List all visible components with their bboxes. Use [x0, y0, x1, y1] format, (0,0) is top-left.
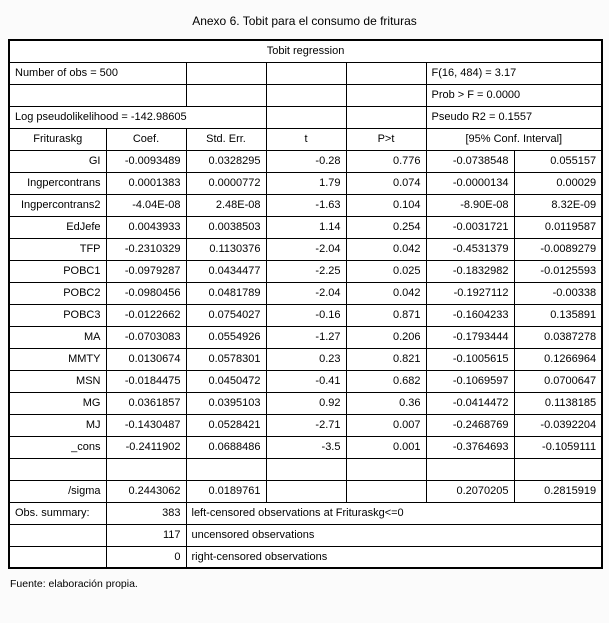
value-cell: 1.14 — [266, 216, 346, 238]
stats-row-prob — [9, 84, 602, 106]
empty-cell — [346, 62, 426, 84]
value-cell: 0.0528421 — [186, 414, 266, 436]
f-statistic: F(16, 484) = 3.17 — [426, 62, 602, 84]
empty-cell — [9, 84, 186, 106]
value-cell: 0.0119587 — [514, 216, 602, 238]
variable-name: POBC1 — [9, 260, 106, 282]
value-cell: -0.1430487 — [106, 414, 186, 436]
pseudo-r2: Pseudo R2 = 0.1557 — [426, 106, 602, 128]
value-cell: -0.0184475 — [106, 370, 186, 392]
count-cell: 117 — [106, 524, 186, 546]
value-cell: 0.074 — [346, 172, 426, 194]
coefficient-row — [9, 238, 602, 260]
value-cell: -3.5 — [266, 436, 346, 458]
variable-name: Ingpercontrans2 — [9, 194, 106, 216]
coefficient-row — [9, 172, 602, 194]
value-cell: 0.821 — [346, 348, 426, 370]
value-cell: 0.2443062 — [106, 480, 186, 502]
value-cell: 0.104 — [346, 194, 426, 216]
value-cell: -0.2411902 — [106, 436, 186, 458]
value-cell: -0.0703083 — [106, 326, 186, 348]
value-cell: 0.0043933 — [106, 216, 186, 238]
value-cell: -4.04E-08 — [106, 194, 186, 216]
tobit-regression-table — [8, 39, 603, 569]
empty-cell — [266, 458, 346, 480]
value-cell: -0.0031721 — [426, 216, 514, 238]
variable-name: Ingpercontrans — [9, 172, 106, 194]
source-note: Fuente: elaboración propia. — [10, 578, 138, 590]
value-cell: 0.0189761 — [186, 480, 266, 502]
variable-name: MJ — [9, 414, 106, 436]
value-cell: -1.27 — [266, 326, 346, 348]
value-cell: -0.0089279 — [514, 238, 602, 260]
value-cell: 0.0481789 — [186, 282, 266, 304]
value-cell: -0.1793444 — [426, 326, 514, 348]
empty-cell — [9, 546, 106, 568]
coefficient-row — [9, 348, 602, 370]
number-of-obs: Number of obs = 500 — [9, 62, 186, 84]
value-cell: -0.0093489 — [106, 150, 186, 172]
variable-name: /sigma — [9, 480, 106, 502]
stats-row-loglik — [9, 106, 602, 128]
value-cell: 0.0395103 — [186, 392, 266, 414]
summary-row-left-censored — [9, 502, 602, 524]
table-header-section — [9, 40, 602, 150]
value-cell: 0.2815919 — [514, 480, 602, 502]
spacer-row — [9, 458, 602, 480]
value-cell: 0.0387278 — [514, 326, 602, 348]
value-cell: 0.0754027 — [186, 304, 266, 326]
coefficient-row — [9, 414, 602, 436]
variable-name: POBC3 — [9, 304, 106, 326]
empty-cell — [514, 458, 602, 480]
variable-name: MMTY — [9, 348, 106, 370]
value-cell: -0.0738548 — [426, 150, 514, 172]
empty-cell — [266, 480, 346, 502]
empty-cell — [426, 458, 514, 480]
variable-name: EdJefe — [9, 216, 106, 238]
value-cell: 0.92 — [266, 392, 346, 414]
value-cell: -0.0125593 — [514, 260, 602, 282]
stats-row-obs — [9, 62, 602, 84]
value-cell: -2.25 — [266, 260, 346, 282]
value-cell: -0.0979287 — [106, 260, 186, 282]
value-cell: 0.001 — [346, 436, 426, 458]
value-cell: -2.04 — [266, 238, 346, 260]
summary-description: right-censored observations — [186, 546, 602, 568]
col-header-t: t — [266, 128, 346, 150]
empty-cell — [186, 62, 266, 84]
value-cell: 0.23 — [266, 348, 346, 370]
variable-name: _cons — [9, 436, 106, 458]
value-cell: 0.1266964 — [514, 348, 602, 370]
value-cell: -0.2468769 — [426, 414, 514, 436]
variable-name: MG — [9, 392, 106, 414]
coefficient-row — [9, 150, 602, 172]
value-cell: -0.28 — [266, 150, 346, 172]
value-cell: 0.0434477 — [186, 260, 266, 282]
value-cell: 0.682 — [346, 370, 426, 392]
value-cell: 2.48E-08 — [186, 194, 266, 216]
empty-cell — [266, 62, 346, 84]
table-title: Tobit regression — [9, 40, 602, 62]
variable-name: POBC2 — [9, 282, 106, 304]
coefficient-row — [9, 436, 602, 458]
value-cell: -8.90E-08 — [426, 194, 514, 216]
value-cell: -0.1832982 — [426, 260, 514, 282]
prob-f: Prob > F = 0.0000 — [426, 84, 602, 106]
value-cell: -0.2310329 — [106, 238, 186, 260]
value-cell: 0.0450472 — [186, 370, 266, 392]
empty-cell — [9, 458, 106, 480]
value-cell: -0.00338 — [514, 282, 602, 304]
value-cell: 0.00029 — [514, 172, 602, 194]
value-cell: -0.0122662 — [106, 304, 186, 326]
variable-name: MA — [9, 326, 106, 348]
coefficient-row — [9, 304, 602, 326]
value-cell: 0.0130674 — [106, 348, 186, 370]
empty-cell — [266, 84, 346, 106]
column-header-row — [9, 128, 602, 150]
value-cell: -0.1604233 — [426, 304, 514, 326]
value-cell: 0.0554926 — [186, 326, 266, 348]
coefficient-row — [9, 216, 602, 238]
col-header-frituraskg: Frituraskg — [9, 128, 106, 150]
value-cell: 0.0700647 — [514, 370, 602, 392]
variable-name: GI — [9, 150, 106, 172]
value-cell: -0.1059111 — [514, 436, 602, 458]
empty-cell — [9, 524, 106, 546]
table-title-row — [9, 40, 602, 62]
empty-cell — [186, 84, 266, 106]
value-cell: 0.36 — [346, 392, 426, 414]
value-cell: 8.32E-09 — [514, 194, 602, 216]
value-cell: -2.04 — [266, 282, 346, 304]
log-pseudolikelihood: Log pseudolikelihood = -142.98605 — [9, 106, 266, 128]
coefficient-row — [9, 194, 602, 216]
summary-row-right-censored — [9, 546, 602, 568]
empty-cell — [346, 106, 426, 128]
value-cell: 0.007 — [346, 414, 426, 436]
col-header-std-err: Std. Err. — [186, 128, 266, 150]
empty-cell — [106, 458, 186, 480]
value-cell: -0.1005615 — [426, 348, 514, 370]
sigma-row — [9, 480, 602, 502]
coefficient-rows-section — [9, 150, 602, 458]
col-header-p: P>t — [346, 128, 426, 150]
empty-cell — [346, 480, 426, 502]
value-cell: 0.0001383 — [106, 172, 186, 194]
summary-description: uncensored observations — [186, 524, 602, 546]
empty-cell — [186, 458, 266, 480]
coefficient-row — [9, 326, 602, 348]
value-cell: 0.871 — [346, 304, 426, 326]
value-cell: 1.79 — [266, 172, 346, 194]
value-cell: 0.042 — [346, 282, 426, 304]
coefficient-row — [9, 282, 602, 304]
value-cell: 0.0578301 — [186, 348, 266, 370]
value-cell: 0.1130376 — [186, 238, 266, 260]
value-cell: 0.0688486 — [186, 436, 266, 458]
value-cell: 0.0361857 — [106, 392, 186, 414]
coefficient-row — [9, 370, 602, 392]
coefficient-row — [9, 260, 602, 282]
page-title: Anexo 6. Tobit para el consumo de frituras — [192, 14, 417, 28]
value-cell: 0.0000772 — [186, 172, 266, 194]
value-cell: 0.0038503 — [186, 216, 266, 238]
count-cell: 383 — [106, 502, 186, 524]
value-cell: -0.0414472 — [426, 392, 514, 414]
value-cell: 0.1138185 — [514, 392, 602, 414]
value-cell: 0.254 — [346, 216, 426, 238]
value-cell: -2.71 — [266, 414, 346, 436]
coefficient-row — [9, 392, 602, 414]
empty-cell — [346, 458, 426, 480]
value-cell: -0.1069597 — [426, 370, 514, 392]
value-cell: -0.1927112 — [426, 282, 514, 304]
summary-description: left-censored observations at Frituraskg<=0 — [186, 502, 602, 524]
value-cell: -0.0392204 — [514, 414, 602, 436]
col-header-conf-interval: [95% Conf. Interval] — [426, 128, 602, 150]
value-cell: 0.2070205 — [426, 480, 514, 502]
empty-cell — [346, 84, 426, 106]
value-cell: 0.025 — [346, 260, 426, 282]
value-cell: 0.135891 — [514, 304, 602, 326]
value-cell: -0.4531379 — [426, 238, 514, 260]
value-cell: 0.042 — [346, 238, 426, 260]
value-cell: -0.0980456 — [106, 282, 186, 304]
col-header-coef: Coef. — [106, 128, 186, 150]
variable-name: MSN — [9, 370, 106, 392]
value-cell: -0.41 — [266, 370, 346, 392]
value-cell: -0.0000134 — [426, 172, 514, 194]
value-cell: 0.206 — [346, 326, 426, 348]
value-cell: -1.63 — [266, 194, 346, 216]
value-cell: 0.0328295 — [186, 150, 266, 172]
value-cell: -0.3764693 — [426, 436, 514, 458]
variable-name: TFP — [9, 238, 106, 260]
count-cell: 0 — [106, 546, 186, 568]
value-cell: -0.16 — [266, 304, 346, 326]
value-cell: 0.055157 — [514, 150, 602, 172]
empty-cell — [266, 106, 346, 128]
summary-row-uncensored — [9, 524, 602, 546]
table-bottom-section — [9, 458, 602, 568]
obs-summary-label: Obs. summary: — [9, 502, 106, 524]
value-cell: 0.776 — [346, 150, 426, 172]
